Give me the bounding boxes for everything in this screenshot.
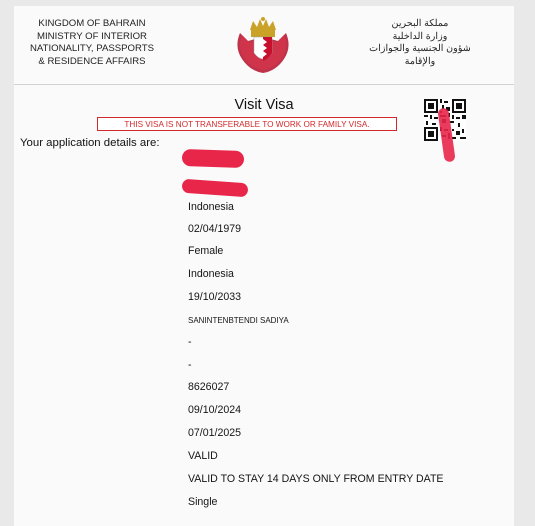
detail-value: 8626027 (188, 381, 230, 393)
header-line-en: KINGDOM OF BAHRAIN (38, 18, 146, 29)
detail-value: 19/10/2033 (188, 291, 242, 303)
header-line-en: NATIONALITY, PASSPORTS (29, 43, 155, 55)
bahrain-coat-of-arms (234, 13, 292, 75)
detail-value: 09/10/2024 (188, 404, 242, 416)
redaction-scribble-application-number (182, 149, 245, 168)
header-divider (14, 84, 514, 85)
header-line-en: & RESIDENCE AFFAIRS (38, 55, 146, 67)
header-line-ar: وزارة الداخلية (392, 30, 448, 42)
detail-value: VALID TO STAY 14 DAYS ONLY FROM ENTRY DATE (188, 473, 444, 485)
detail-value: 07/01/2025 (188, 427, 242, 439)
arabic-header (356, 18, 484, 68)
header-line-ar: شؤون الجنسية والجوازات والإقامة (369, 43, 471, 67)
detail-value: - (188, 359, 192, 371)
detail-value: - (188, 336, 192, 348)
detail-value: Female (188, 245, 224, 257)
detail-value: Single (188, 496, 218, 508)
header-line-en: MINISTRY OF INTERIOR (37, 30, 147, 42)
detail-value: SANINTENBTENDI SADIYA (188, 316, 289, 325)
page-title: Visit Visa (234, 97, 294, 113)
intro-text: Your application details are: (20, 137, 160, 149)
detail-value: Indonesia (188, 268, 234, 280)
english-header (26, 18, 158, 68)
warning-banner: THIS VISA IS NOT TRANSFERABLE TO WORK OR FAMILY VISA. (97, 117, 397, 131)
detail-value: Indonesia (188, 201, 234, 213)
header-line-ar: مملكة البحرين (391, 18, 449, 29)
detail-value: 02/04/1979 (188, 223, 242, 235)
detail-value: VALID (188, 450, 218, 462)
